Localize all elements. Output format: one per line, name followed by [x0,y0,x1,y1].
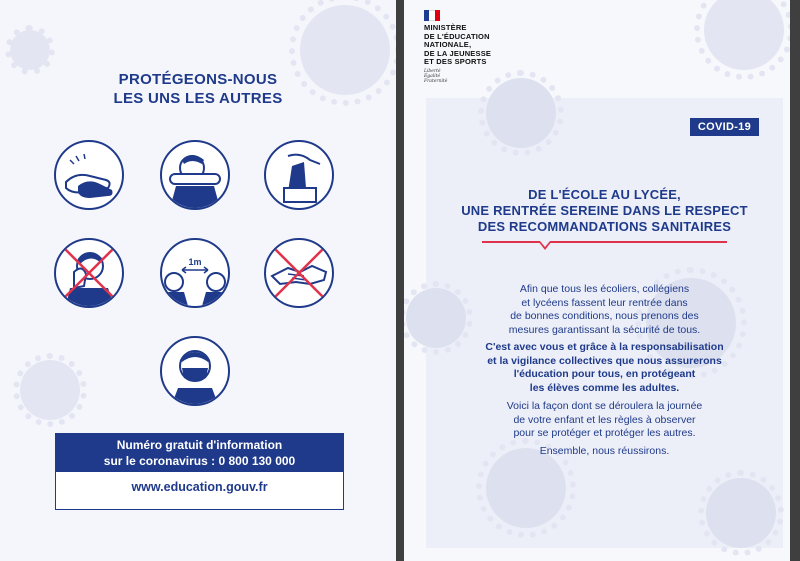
responsibility-paragraph [426,341,783,395]
motto-line: Liberté [424,68,441,74]
paragraph-line: et lycéens fassent leur rentrée dans [521,296,688,309]
ministry-logo [424,10,491,84]
info-box [55,433,344,510]
virus-decoration [20,360,80,420]
headline-line: DE L'ÉCOLE AU LYCÉE, [528,187,681,202]
virus-decoration [704,0,784,70]
paragraph-line: C'est avec vous et grâce à la responsabilisation [485,341,724,353]
ministry-line: ET DES SPORTS [424,57,487,66]
intro-paragraph [426,283,783,337]
no-touching-face-icon [54,238,124,308]
french-flag-icon [424,10,440,21]
motto-line: Égalité [424,73,441,79]
hotline-banner [56,434,343,472]
distance-icon [160,238,230,308]
ministry-line: DE LA JEUNESSE [424,48,492,58]
virus-decoration [486,78,556,148]
no-handshake-icon [264,238,334,308]
content-panel [426,98,783,548]
virus-decoration [10,30,50,70]
cough-in-elbow-icon [160,140,230,210]
face-mask-icon [160,336,230,406]
headline-line: DES RECOMMANDATIONS SANITAIRES [477,219,732,234]
headline-line: UNE RENTRÉE SEREINE DANS LE RESPECT [461,203,748,218]
title-line: LES UNS LES AUTRES [113,90,283,107]
distance-label: 1m [188,257,202,267]
paragraph-line: pour se protéger et protéger les autres. [513,427,696,439]
speech-tail-inner [540,241,550,247]
ministry-line: MINISTÈRE [424,23,467,32]
paragraph-line: Voici la façon dont se déroulera la journée [506,400,703,412]
left-page [0,0,396,561]
title-line: PROTÉGEONS-NOUS [118,71,278,88]
tissue-icon [264,140,334,210]
paragraph-line: l'éducation pour tous, en protégeant [513,368,696,380]
paragraph-line: mesures garantissant la sécurité de tous. [508,323,701,336]
virus-decoration [706,478,776,548]
protect-title [0,70,396,108]
republic-motto [424,69,491,84]
paragraph-line: de votre enfant et les règles à observer [513,413,696,426]
ministry-line: NATIONALE, [424,40,472,49]
paragraph-line: les élèves comme les adultes. [529,381,680,394]
closing-line: Ensemble, nous réussirons. [539,445,670,457]
paragraph-line: et la vigilance collectives que nous assurerons [487,354,722,367]
headline [426,187,783,235]
speech-underline [482,241,727,243]
motto-line: Fraternité [424,78,448,84]
paragraph-line: Afin que tous les écoliers, collégiens [519,283,690,295]
virus-decoration [486,448,566,528]
website-link[interactable]: www.education.gouv.fr [131,480,268,494]
rules-paragraph [426,400,783,441]
covid-badge: COVID-19 [690,118,759,136]
hotline-line: Numéro gratuit d'information [116,438,283,452]
wash-hands-icon [54,140,124,210]
ministry-line: DE L'ÉDUCATION [424,31,490,41]
paragraph-line: de bonnes conditions, nous prenons des [510,310,699,322]
right-page [404,0,790,561]
hotline-line: sur le coronavirus : 0 800 130 000 [103,454,296,468]
ministry-name [424,24,491,67]
